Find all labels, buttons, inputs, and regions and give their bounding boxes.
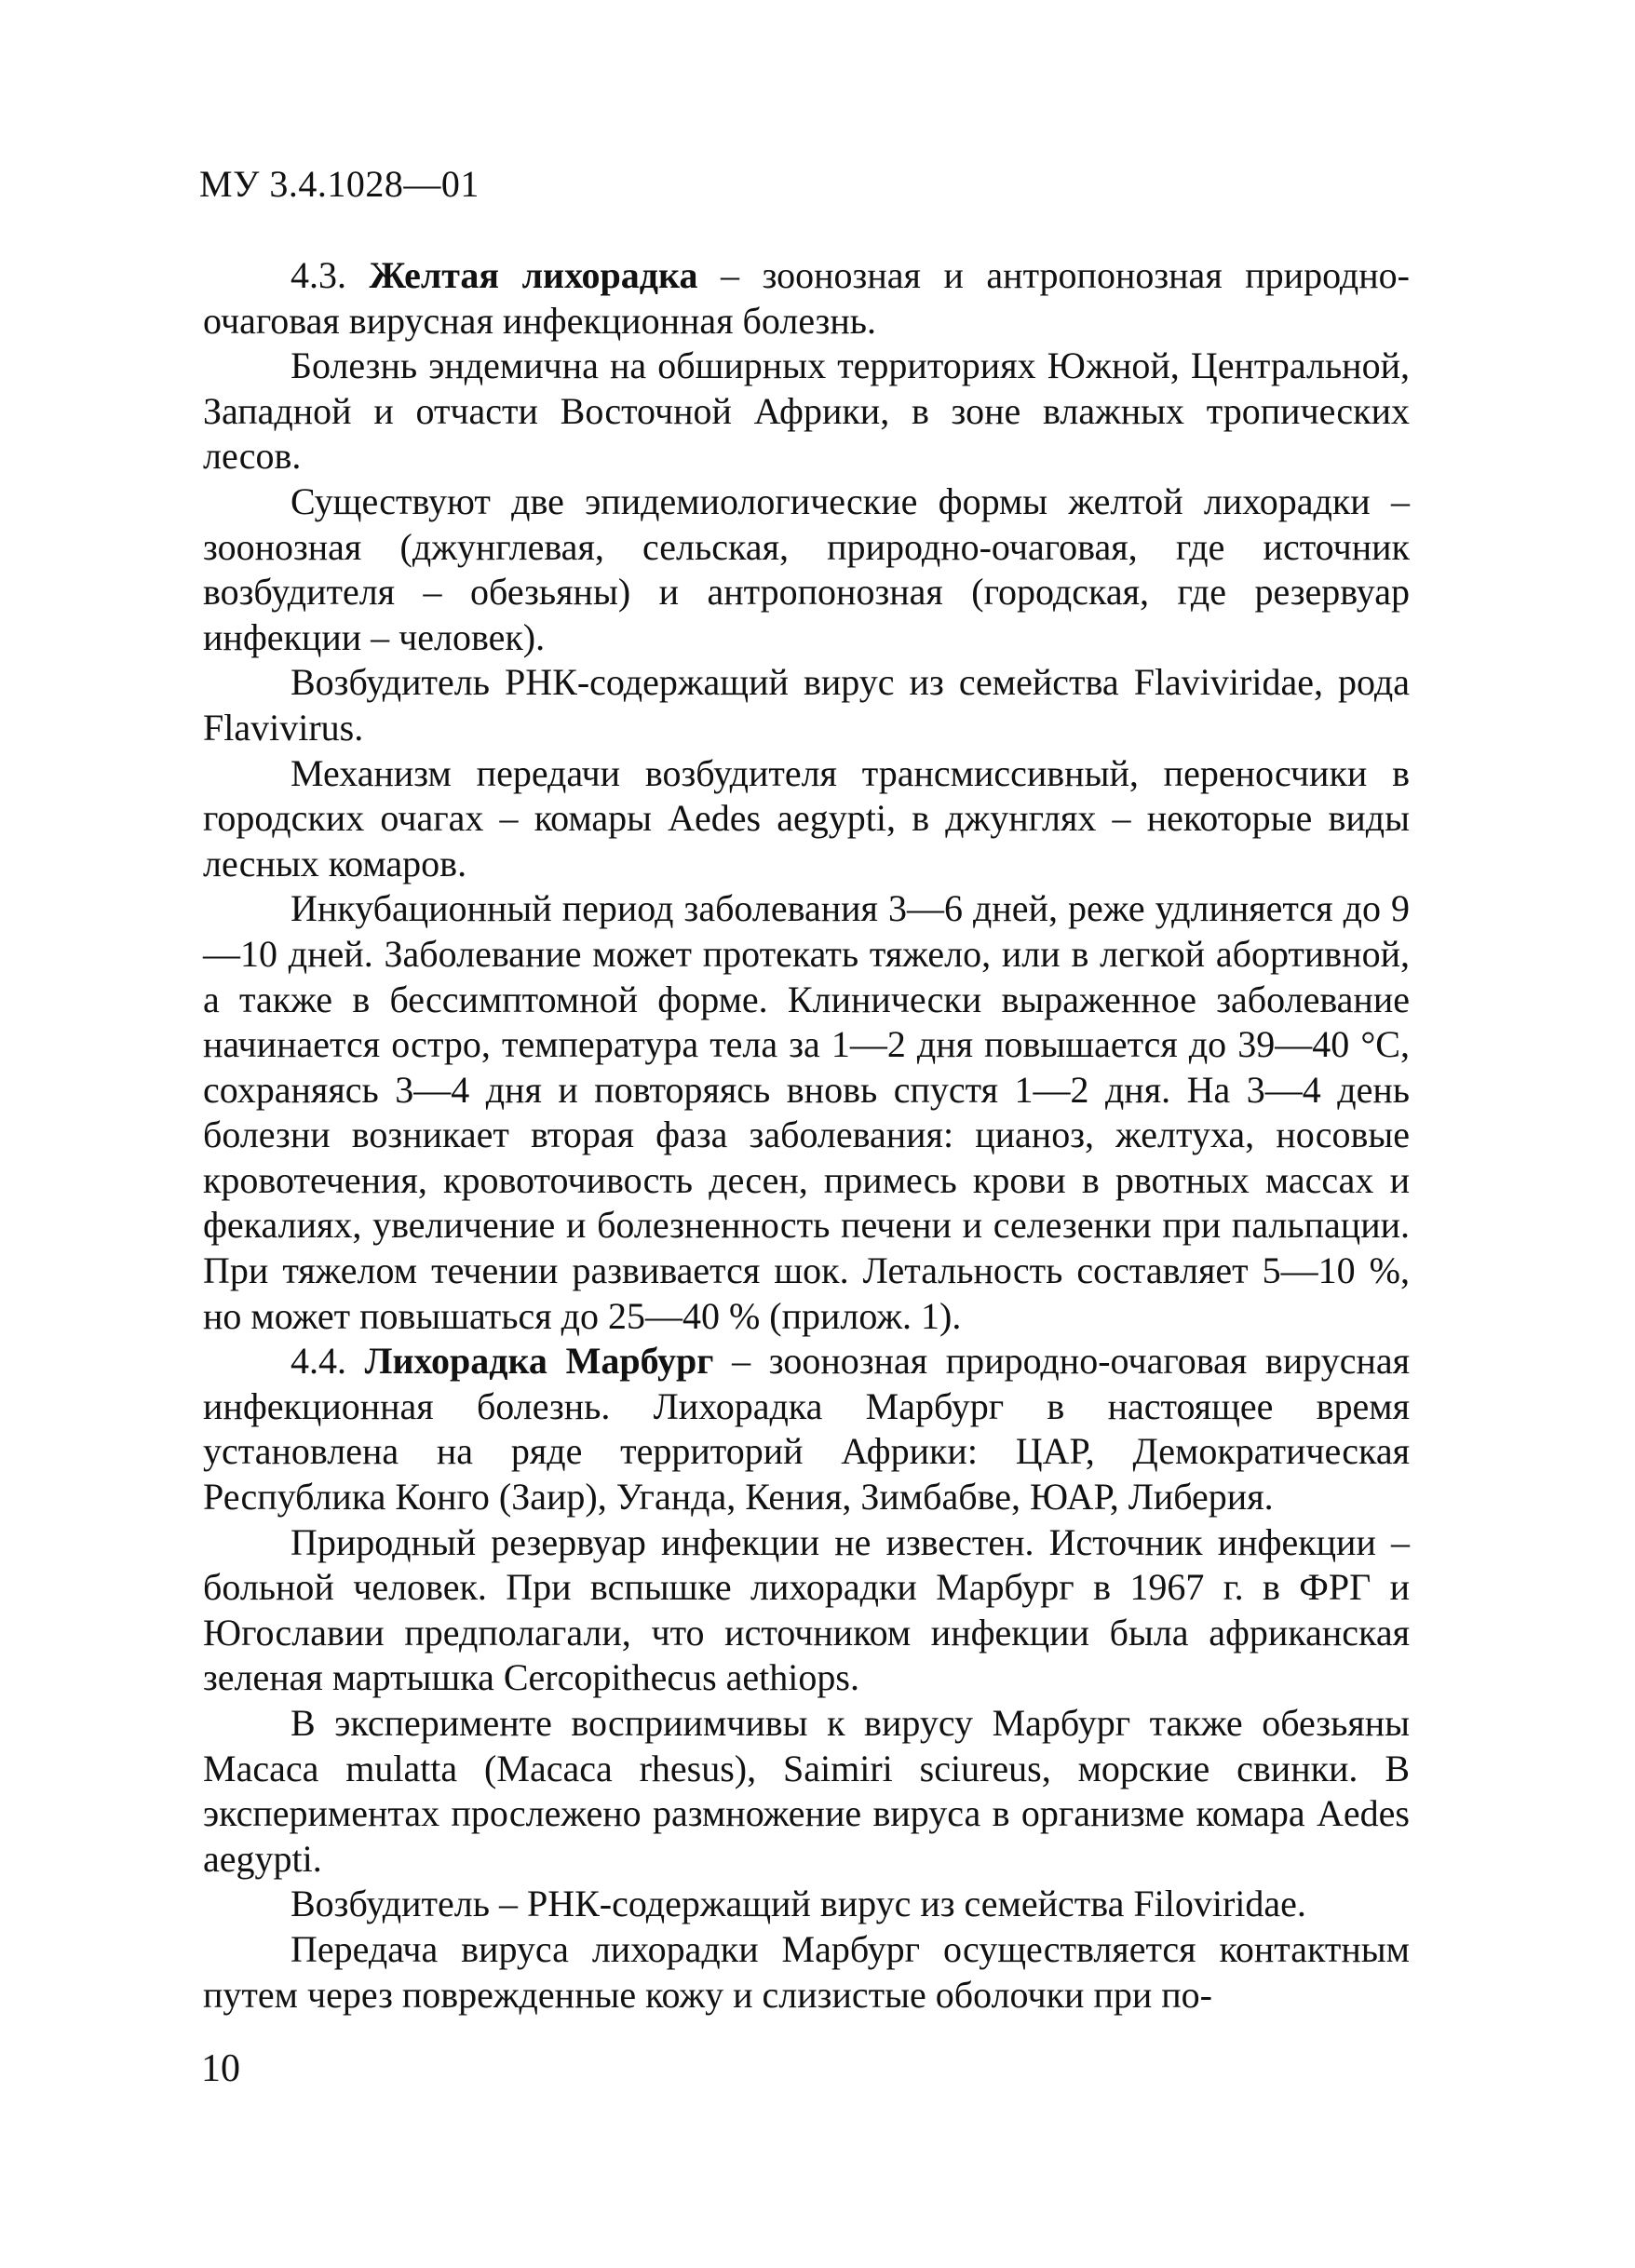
paragraph-experiments: В эксперименте восприимчивы к вирусу Марбург также обезьяны Macaca mulatta (Macaca rhesus), Saimiri sciureus, морские свинки. В экспериментах прослежено размножение вируса в организме комара Aedes aegypti. [203,1702,1410,1880]
paragraph-transmission: Механизм передачи возбудителя трансмиссивный, переносчики в городских очагах – комары Aedes aegypti, в джунглях – некоторые виды лесных комаров. [203,751,1410,884]
page-number: 10 [201,2047,240,2090]
paragraph-reservoir: Природный резервуар инфекции не известен. Источник инфекции – больной человек. При вспышке лихорадки Марбург в 1967 г. в ФРГ и Югославии предполагали, что источником инфекции была африканская зеленая мартышка Cercopithecus aethiops. [203,1520,1410,1699]
section-definition: – зоонозная природно-очаговая вирусная инфекционная болезнь. Лихорадка Марбург в настоящее время установлена на ряде территорий Африки: ЦАР, Демократическая Республика Конго (Заир), Уганда, Кения, Зимбабве, ЮАР, Либерия. [203,1340,1411,1519]
paragraph-marburg-transmission: Передача вируса лихорадки Марбург осуществляется контактным путем через поврежденные кожу и слизистые оболочки при по- [203,1927,1410,2016]
paragraph-endemic-areas: Болезнь эндемична на обширных территориях Южной, Центральной, Западной и отчасти Восточной Африки, в зоне влажных тропических лесов. [203,344,1410,478]
paragraph-marburg [203,1339,1410,1519]
section-term-marburg: Лихорадка Марбург [364,1340,714,1383]
paragraph-marburg-pathogen: Возбудитель – РНК-содержащий вирус из семейства Filoviridae. [291,1883,1306,1925]
paragraph-clinical-course: Инкубационный период заболевания 3—6 дней, реже удлиняется до 9—10 дней. Заболевание может протекать тяжело, или в легкой абортивной, а также в бессимптомной форме. Клинически выраженное заболевание начинается остро, температура тела за 1—2 дня повышается до 39—40 °С, сохраняясь 3—4 дня и повторяясь вновь спустя 1—2 дня. На 3—4 день болезни возникает вторая фаза заболевания: цианоз, желтуха, носовые кровотечения, кровоточивость десен, примесь крови в рвотных массах и фекалиях, увеличение и болезненность печени и селезенки при пальпации. При тяжелом течении развивается шок. Летальность составляет 5—10 %, но может повышаться до 25—40 % (прилож. 1). [203,887,1410,1337]
body-text [203,253,1410,2018]
paragraph-pathogen: Возбудитель РНК-содержащий вирус из семейства Flaviviridae, рода Flavivirus. [203,661,1410,749]
section-number: 4.4. [291,1340,346,1383]
section-definition: – зоонозная и антропонозная природно-очаговая вирусная инфекционная болезнь. [203,254,1410,342]
section-term-yellow-fever: Желтая лихорадка [369,254,698,296]
paragraph-yellow-fever [203,253,1410,344]
paragraph-epidemiological-forms: Существуют две эпидемиологические формы желтой лихорадки – зоонозная (джунглевая, сельская, природно-очаговая, где источник возбудителя – обезьяны) и антропонозная (городская, где резервуар инфекции – человек). [203,479,1410,658]
document-code-header: МУ 3.4.1028—01 [199,163,480,205]
section-number: 4.3. [291,254,346,296]
